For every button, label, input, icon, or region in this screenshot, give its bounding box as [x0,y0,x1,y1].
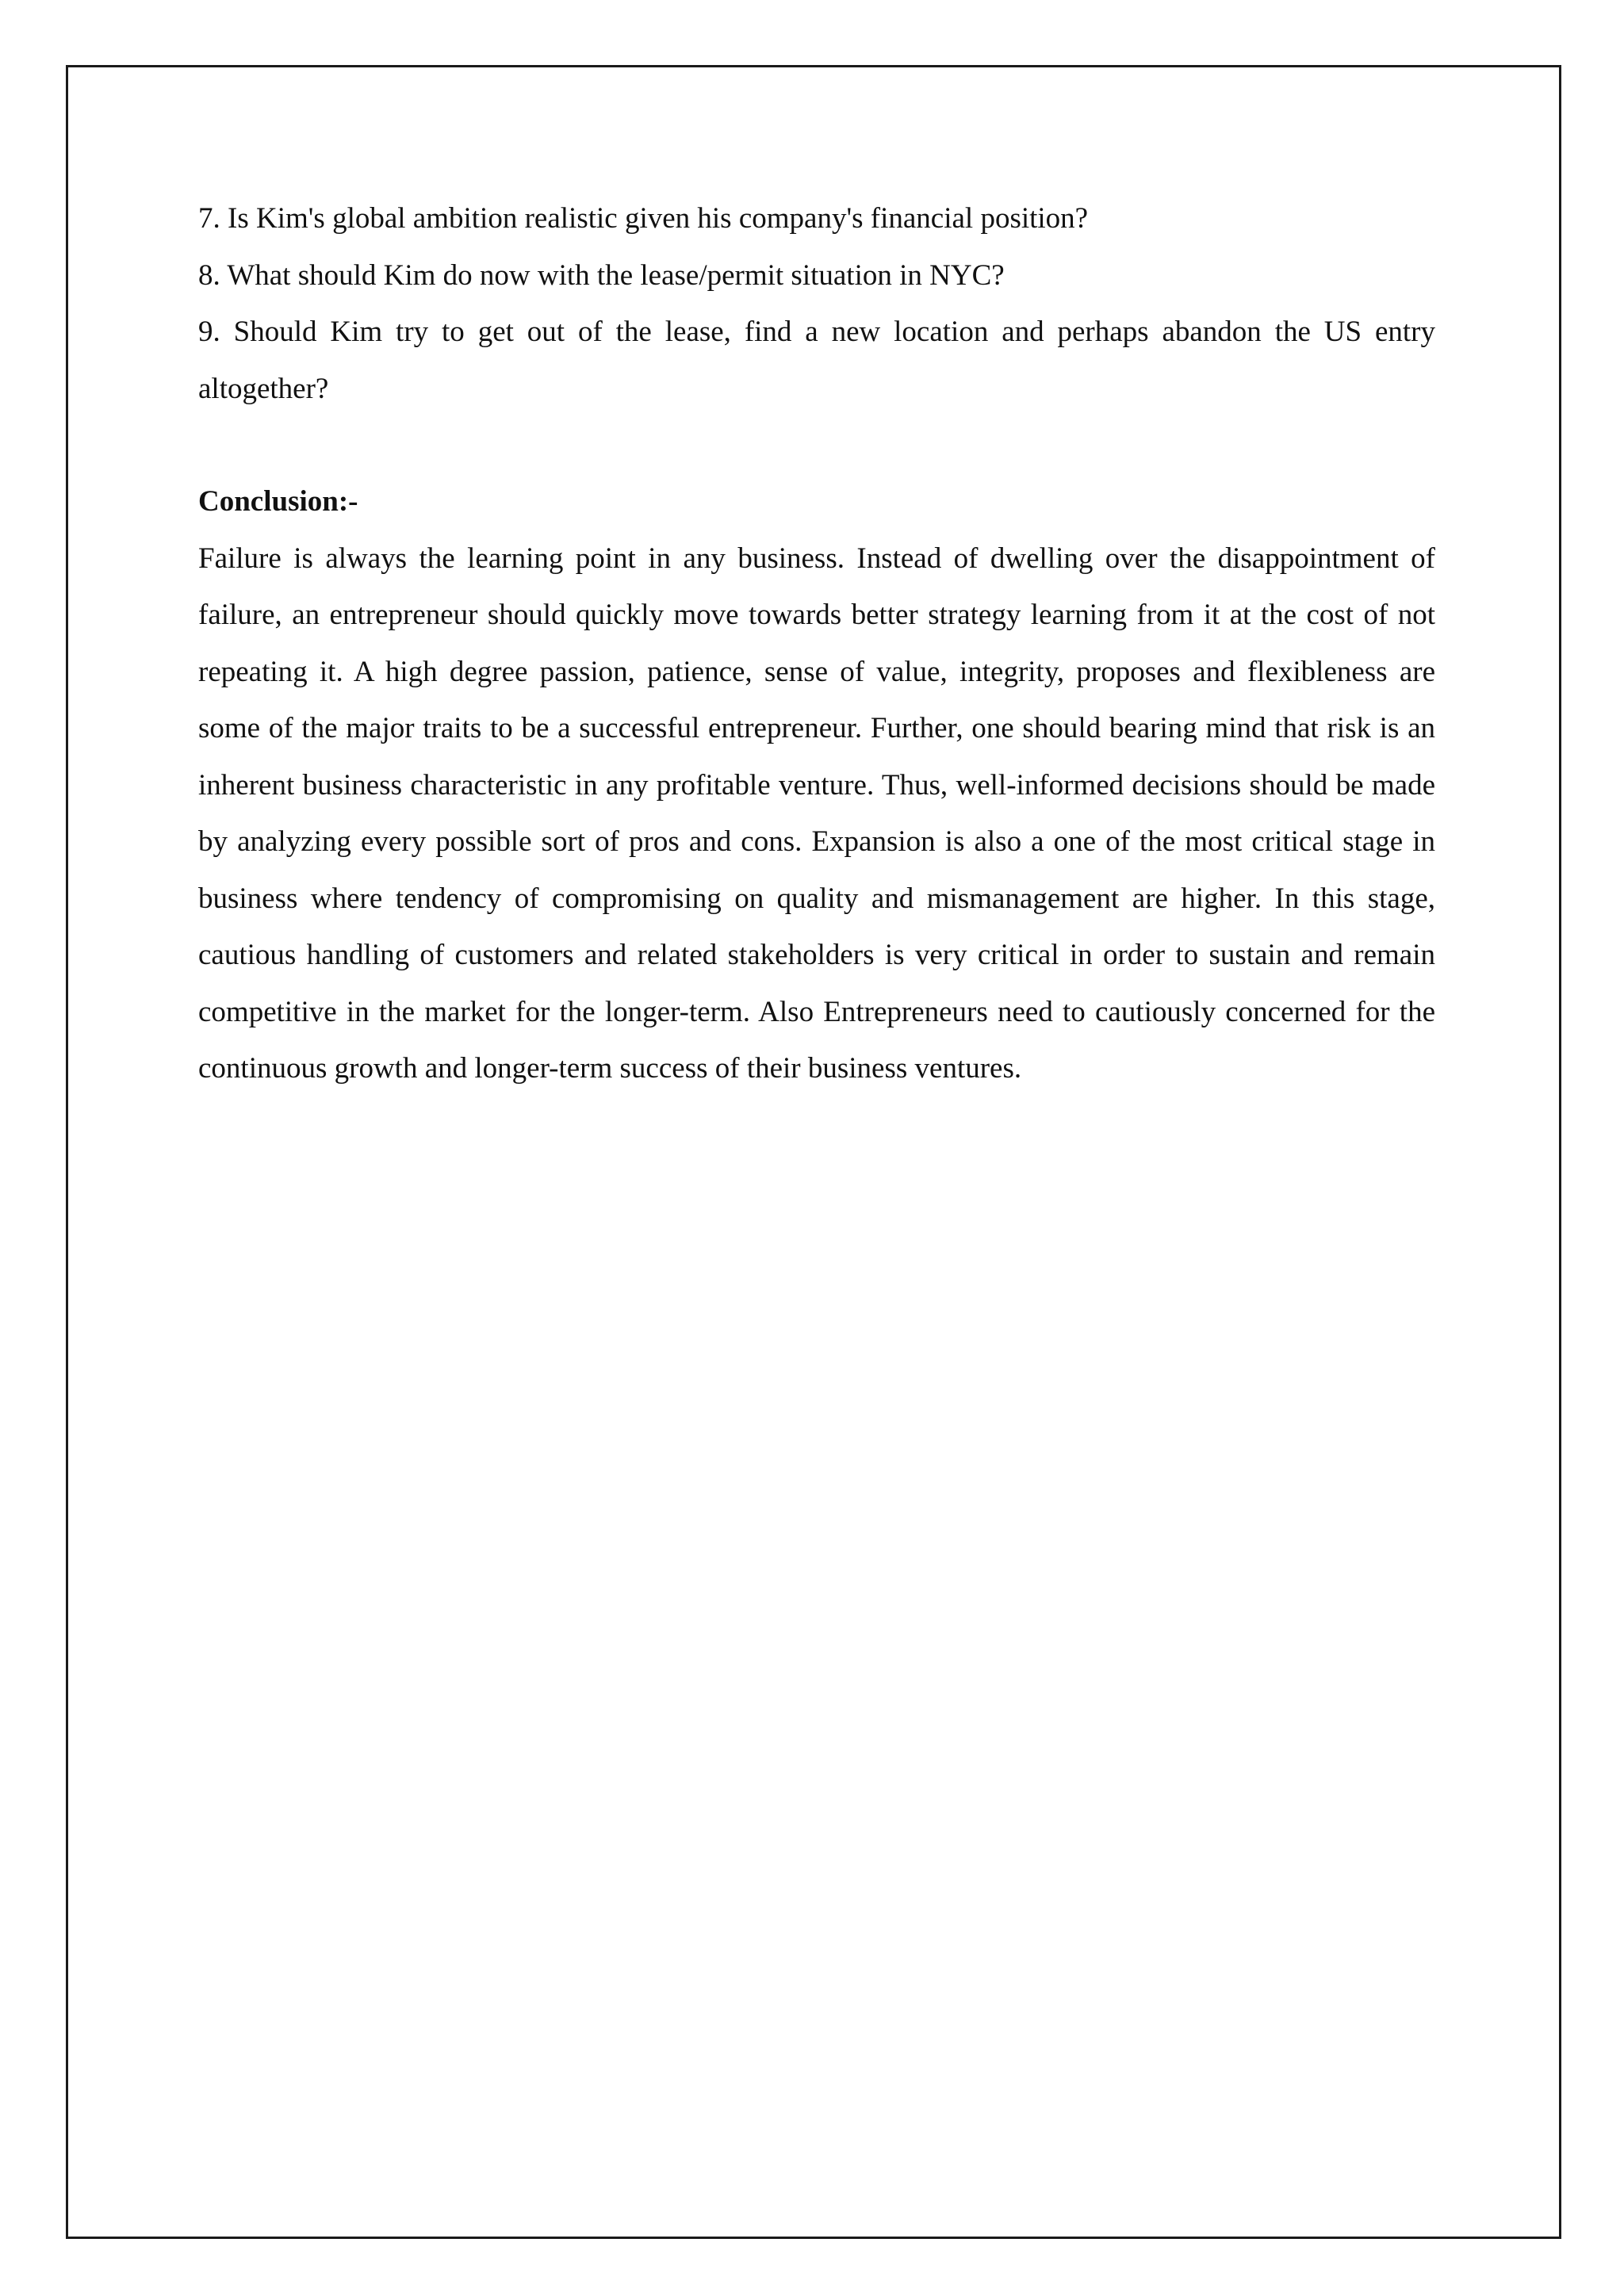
question-8: 8. What should Kim do now with the lease/permit situation in NYC? [198,258,1005,292]
document-body [198,190,1435,1097]
question-9: 9. Should Kim try to get out of the lease, find a new location and perhaps abandon the US entry altogether? [198,316,1435,405]
question-7: 7. Is Kim's global ambition realistic given his company's financial position? [198,202,1089,235]
conclusion-paragraph: Failure is always the learning point in any business. Instead of dwelling over the disappointment of failure, an entrepreneur should quickly move towards better strategy learning from it at the cost of not repeating it. A high degree passion, patience, sense of value, integrity, proposes and flexibleness are some of the major traits to be a successful entrepreneur. Further, one should bearing mind that risk is an inherent business characteristic in any profitable venture. Thus, well-informed decisions should be made by analyzing every possible sort of pros and cons. Expansion is also a one of the most critical stage in business where tendency of compromising on quality and mismanagement are higher. In this stage, cautious handling of customers and related stakeholders is very critical in order to sustain and remain competitive in the market for the longer-term. Also Entrepreneurs need to cautiously concerned for the continuous growth and longer-term success of their business ventures. [198,541,1435,1085]
conclusion-heading: Conclusion:- [198,485,358,518]
